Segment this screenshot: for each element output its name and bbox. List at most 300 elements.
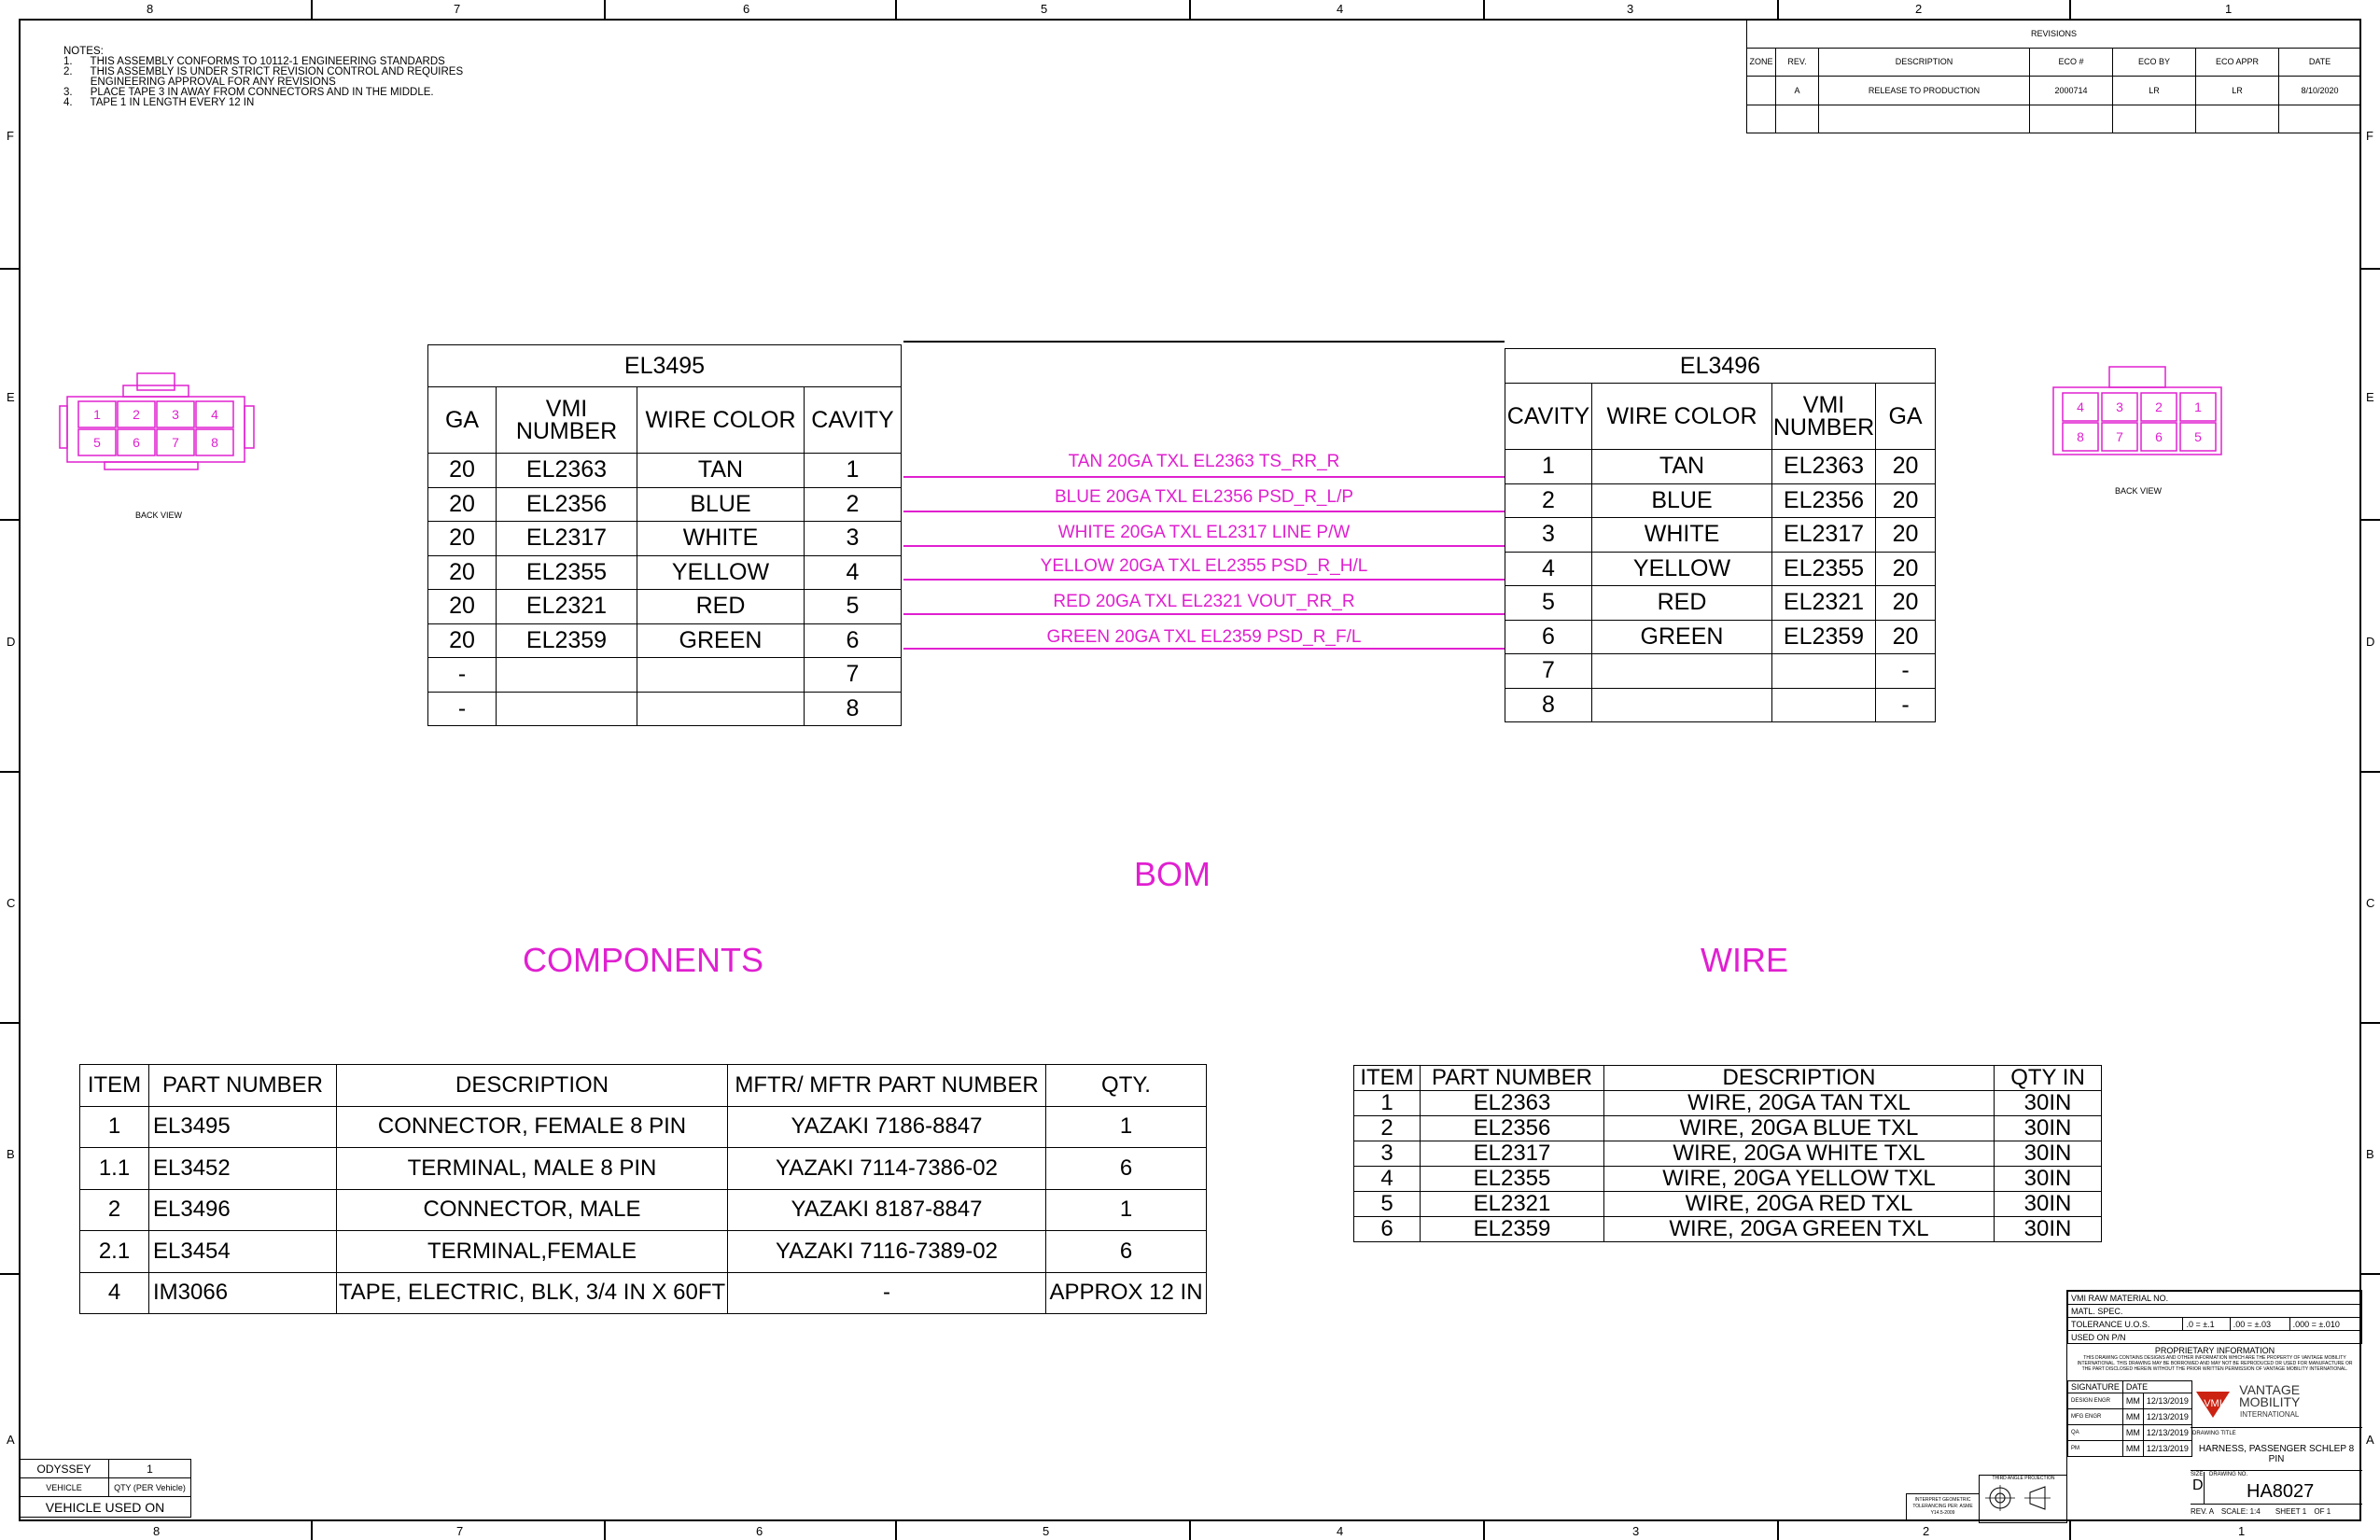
vehicle-qty: 1 <box>109 1460 191 1478</box>
zone-label: E <box>7 390 15 404</box>
table-cell: 20 <box>428 623 497 658</box>
rev-cell: LR <box>2113 77 2196 105</box>
table-cell: 1 <box>1046 1106 1207 1148</box>
table-cell: CONNECTOR, FEMALE 8 PIN <box>337 1106 728 1148</box>
zone-label: 6 <box>756 1524 763 1538</box>
zone-tick <box>1189 1521 1191 1540</box>
drawing-title-label: DRAWING TITLE <box>2192 1431 2236 1436</box>
table-cell <box>637 658 805 693</box>
raw-material-label: VMI RAW MATERIAL NO. <box>2068 1292 2362 1305</box>
table-cell: 20 <box>428 590 497 624</box>
table-row <box>1505 688 1936 722</box>
proprietary-title: PROPRIETARY INFORMATION <box>2154 1346 2275 1355</box>
zone-tick <box>1777 1521 1779 1540</box>
wire-line-6 <box>903 648 1505 650</box>
pin-label: 1 <box>2194 399 2202 414</box>
table-cell: RED <box>1592 586 1772 621</box>
rev-label: REV. <box>2191 1507 2207 1516</box>
table-cell: 20 <box>1876 586 1936 621</box>
signer-cell: 12/13/2019 <box>2143 1393 2191 1409</box>
signature-block <box>2067 1380 2189 1457</box>
table-cell: EL2355 <box>497 555 637 590</box>
table-cell: 30IN <box>1995 1192 2102 1217</box>
vehicle-used-on-block <box>19 1459 191 1518</box>
table-cell: 6 <box>1046 1148 1207 1190</box>
zone-label: 3 <box>1627 2 1634 16</box>
vehicle-label: VEHICLE <box>20 1478 109 1497</box>
table-cell: 6 <box>1354 1217 1421 1242</box>
table-row <box>428 623 902 658</box>
table-cell: 4 <box>80 1272 149 1314</box>
signer-row <box>2068 1425 2192 1441</box>
pin-label: 5 <box>2194 429 2202 444</box>
company-line: MOBILITY <box>2239 1394 2301 1409</box>
table-cell <box>1592 654 1772 689</box>
zone-label: C <box>2366 896 2375 910</box>
pin-label: 2 <box>133 407 140 422</box>
table-cell: 6 <box>1505 620 1592 654</box>
table-cell: - <box>428 692 497 726</box>
sig-header: SIGNATURE <box>2068 1381 2123 1393</box>
pin-label: 8 <box>2077 429 2084 444</box>
signer-cell: DESIGN ENGR <box>2068 1393 2123 1409</box>
table-cell: 1 <box>1046 1189 1207 1231</box>
table-cell: 1 <box>80 1106 149 1148</box>
wire-label: BLUE 20GA TXL EL2356 PSD_R_L/P <box>1054 487 1354 507</box>
connector-el3496-back-view <box>2044 359 2231 471</box>
col-header: MFTR/ MFTR PART NUMBER <box>728 1065 1046 1107</box>
table-cell: WIRE, 20GA BLUE TXL <box>1604 1116 1995 1141</box>
zone-label: 4 <box>1337 1524 1344 1538</box>
pin-label: 7 <box>172 435 179 450</box>
table-row <box>1354 1091 2102 1116</box>
tol-value: .0 = ±.1 <box>2183 1318 2230 1331</box>
table-cell: 1 <box>1505 450 1592 484</box>
pin-label: 6 <box>133 435 140 450</box>
zone-tick <box>1777 0 1779 19</box>
table-cell: TAN <box>1592 450 1772 484</box>
table-cell: EL2317 <box>1421 1141 1604 1167</box>
tolerance-label: TOLERANCE U.O.S. <box>2068 1318 2183 1331</box>
table-cell: TERMINAL, MALE 8 PIN <box>337 1148 728 1190</box>
zone-tick <box>2069 1521 2071 1540</box>
note-line: 1. THIS ASSEMBLY CONFORMS TO 10112-1 ENGINEERING STANDARDS <box>63 56 445 67</box>
zone-tick <box>604 1521 606 1540</box>
table-row <box>1505 654 1936 689</box>
table-row <box>1505 620 1936 654</box>
table-cell: BLUE <box>637 487 805 522</box>
note-line: ENGINEERING APPROVAL FOR ANY REVISIONS <box>63 77 336 88</box>
signer-cell: MM <box>2122 1393 2143 1409</box>
pin-label: 4 <box>2077 399 2084 414</box>
zone-label: 2 <box>1915 2 1923 16</box>
scale-label: SCALE: <box>2220 1507 2248 1516</box>
pin-label: 1 <box>93 407 101 422</box>
zone-tick <box>311 0 313 19</box>
table-cell: 3 <box>1505 518 1592 553</box>
zone-label: 5 <box>1041 2 1048 16</box>
pin-label: 6 <box>2155 429 2163 444</box>
zone-tick <box>2069 0 2071 19</box>
table-cell: 8 <box>805 692 902 726</box>
table-cell: EL2359 <box>497 623 637 658</box>
table-cell: YELLOW <box>637 555 805 590</box>
of-value: 1 <box>2326 1507 2331 1516</box>
components-title: COMPONENTS <box>523 941 764 979</box>
table-cell: 8 <box>1505 688 1592 722</box>
tol-value: .000 = ±.010 <box>2289 1318 2361 1331</box>
zone-tick <box>2361 1273 2380 1275</box>
table-cell <box>497 658 637 693</box>
table-cell: 5 <box>1505 586 1592 621</box>
table-cell: 3 <box>1354 1141 1421 1167</box>
projection-symbol-icon <box>1980 1481 2064 1513</box>
signer-cell: 12/13/2019 <box>2143 1425 2191 1441</box>
note-line: 4. TAPE 1 IN LENGTH EVERY 12 IN <box>63 97 255 108</box>
zone-label: 5 <box>1043 1524 1050 1538</box>
drawing-title: HARNESS, PASSENGER SCHLEP 8 PIN <box>2198 1444 2355 1464</box>
revisions-table <box>1746 19 2361 133</box>
col-header: ITEM <box>80 1065 149 1107</box>
zone-label: 1 <box>2225 2 2233 16</box>
size-value: D <box>2192 1477 2204 1493</box>
connector-el3495-back-view <box>49 369 263 481</box>
dwg-no-label: DRAWING NO. <box>2209 1472 2248 1477</box>
col-header: VMI NUMBER <box>1772 384 1876 450</box>
table-cell: YAZAKI 7116-7389-02 <box>728 1231 1046 1273</box>
signer-row <box>2068 1441 2192 1457</box>
table-row <box>1505 518 1936 553</box>
wire-label: TAN 20GA TXL EL2363 TS_RR_R <box>1068 452 1340 471</box>
rev-header: ECO APPR <box>2196 48 2279 77</box>
table-cell: EL2321 <box>497 590 637 624</box>
table-cell: WIRE, 20GA YELLOW TXL <box>1604 1167 1995 1192</box>
zone-label: D <box>2366 635 2375 649</box>
note-line: 3. PLACE TAPE 3 IN AWAY FROM CONNECTORS AND IN THE MIDDLE. <box>63 87 434 98</box>
table-cell: - <box>1876 654 1936 689</box>
rev-cell: RELEASE TO PRODUCTION <box>1819 77 2030 105</box>
table-row <box>1354 1167 2102 1192</box>
wire-line-1 <box>903 476 1505 478</box>
table-cell: 3 <box>805 522 902 556</box>
zone-label: F <box>7 129 14 143</box>
table-cell: EL2356 <box>1772 483 1876 518</box>
col-header: GA <box>1876 384 1936 450</box>
table-row <box>1354 1141 2102 1167</box>
wire-label: RED 20GA TXL EL2321 VOUT_RR_R <box>1053 592 1355 611</box>
rev-value: A <box>2208 1507 2214 1516</box>
table-cell: 2 <box>80 1189 149 1231</box>
material-spec <box>2067 1291 2362 1344</box>
zone-label: 4 <box>1337 2 1344 16</box>
table-cell: TERMINAL,FEMALE <box>337 1231 728 1273</box>
table-cell: 20 <box>1876 483 1936 518</box>
wire-label: WHITE 20GA TXL EL2317 LINE P/W <box>1057 523 1351 542</box>
drawing-number: HA8027 <box>2247 1481 2315 1502</box>
sheet-label: SHEET <box>2275 1507 2301 1516</box>
wire-line-5 <box>903 613 1505 615</box>
table-cell: RED <box>637 590 805 624</box>
table-row <box>1505 450 1936 484</box>
zone-label: E <box>2366 390 2374 404</box>
rev-header: ECO # <box>2030 48 2113 77</box>
back-view-caption: BACK VIEW <box>135 511 183 520</box>
col-header: DESCRIPTION <box>1604 1066 1995 1091</box>
table-cell: 7 <box>1505 654 1592 689</box>
note-line: 2. THIS ASSEMBLY IS UNDER STRICT REVISION CONTROL AND REQUIRES <box>63 66 464 77</box>
table-cell: WHITE <box>1592 518 1772 553</box>
table-cell: 30IN <box>1995 1141 2102 1167</box>
table-cell: 30IN <box>1995 1116 2102 1141</box>
table-row <box>1354 1192 2102 1217</box>
bom-title: BOM <box>1133 855 1211 893</box>
company-line: INTERNATIONAL <box>2239 1410 2300 1419</box>
scale-sheet-row <box>2191 1504 2362 1516</box>
signer-row <box>2068 1409 2192 1425</box>
svg-text:VMI: VMI <box>2204 1398 2222 1409</box>
rev-header: DESCRIPTION <box>1819 48 2030 77</box>
col-header: QTY. <box>1046 1065 1207 1107</box>
table-cell: TAPE, ELECTRIC, BLK, 3/4 IN X 60FT <box>337 1272 728 1314</box>
table-cell: 30IN <box>1995 1091 2102 1116</box>
pin-label: 5 <box>93 435 101 450</box>
wire-line-2 <box>903 511 1505 512</box>
company-logo <box>2191 1380 2362 1428</box>
zone-tick <box>895 0 897 19</box>
sig-header: DATE <box>2122 1381 2191 1393</box>
table-cell: EL2359 <box>1421 1217 1604 1242</box>
connector-table-el3496 <box>1505 348 1936 722</box>
interpret-tolerancing: INTERPRET GEOMETRIC TOLERANCING PER: ASME Y14.5-2009 <box>1906 1493 1979 1521</box>
table-cell: 20 <box>428 555 497 590</box>
table-row <box>80 1148 1207 1190</box>
signer-row <box>2068 1393 2192 1409</box>
wire-bom-table <box>1353 1065 2102 1242</box>
zone-label: 1 <box>2238 1524 2246 1538</box>
table-cell <box>1592 688 1772 722</box>
pin-label: 8 <box>211 435 218 450</box>
table-cell: 20 <box>1876 620 1936 654</box>
rev-header: ZONE <box>1747 48 1776 77</box>
size-label: SIZE <box>2191 1472 2204 1477</box>
table-cell: WIRE, 20GA WHITE TXL <box>1604 1141 1995 1167</box>
signer-cell: 12/13/2019 <box>2143 1441 2191 1457</box>
table-cell: EL3452 <box>149 1148 337 1190</box>
col-header: CAVITY <box>805 387 902 454</box>
wire-label: YELLOW 20GA TXL EL2355 PSD_R_H/L <box>1040 556 1368 576</box>
table-row <box>428 487 902 522</box>
zone-label: F <box>2366 129 2373 143</box>
zone-tick <box>2361 1022 2380 1024</box>
pin-label: 2 <box>2155 399 2163 414</box>
rev-header: REV. <box>1776 48 1819 77</box>
table-cell <box>1772 654 1876 689</box>
proprietary-info <box>2067 1344 2362 1374</box>
pin-label: 3 <box>2116 399 2123 414</box>
table-cell: EL3495 <box>149 1106 337 1148</box>
rev-cell: 2000714 <box>2030 77 2113 105</box>
table-row <box>1505 483 1936 518</box>
table-cell: EL2356 <box>1421 1116 1604 1141</box>
col-header: QTY IN <box>1995 1066 2102 1091</box>
third-angle-projection <box>1979 1475 2067 1523</box>
table-cell: EL2363 <box>1421 1091 1604 1116</box>
col-header: DESCRIPTION <box>337 1065 728 1107</box>
rev-cell <box>1747 77 1776 105</box>
zone-label: A <box>2366 1433 2374 1447</box>
signer-cell: MM <box>2122 1441 2143 1457</box>
table-cell: YAZAKI 7186-8847 <box>728 1106 1046 1148</box>
col-header: PART NUMBER <box>1421 1066 1604 1091</box>
used-on-label: USED ON P/N <box>2068 1331 2362 1344</box>
table-row <box>428 658 902 693</box>
connector-table-el3495 <box>427 344 902 726</box>
table-cell: 7 <box>805 658 902 693</box>
table-cell: - <box>428 658 497 693</box>
projection-label: THIRD ANGLE PROJECTION <box>1992 1476 2055 1481</box>
table-cell: EL3496 <box>149 1189 337 1231</box>
table-cell: 2.1 <box>80 1231 149 1273</box>
vmi-logo-icon <box>2194 1388 2232 1420</box>
zone-label: D <box>7 635 16 649</box>
table-cell: 6 <box>1046 1231 1207 1273</box>
table-cell: 1 <box>805 454 902 488</box>
pin-label: 3 <box>172 407 179 422</box>
table-cell: - <box>1876 688 1936 722</box>
wire-line-4 <box>903 579 1505 581</box>
table-cell: WHITE <box>637 522 805 556</box>
rev-header: DATE <box>2279 48 2361 77</box>
table-cell: EL2321 <box>1421 1192 1604 1217</box>
proprietary-text: THIS DRAWING CONTAINS DESIGNS AND OTHER INFORMATION WHICH ARE THE PROPERTY OF VANTAGE MOBILITY INTERNATIONAL. THIS DRAWING MAY BE BORROWED AND MAY NOT BE REPRODUCED OR USED FOR MANUFACTURE OR THE PART DISCLOSED HEREIN WITHOUT THE PRIOR WRITTEN PERMISSION OF VANTAGE MOBILITY INTERNATIONAL. <box>2077 1355 2353 1372</box>
zone-label: B <box>2366 1147 2374 1161</box>
company-line: VANTAGE <box>2239 1382 2301 1397</box>
zone-label: A <box>7 1433 15 1447</box>
table-cell: TAN <box>637 454 805 488</box>
connector-title: EL3496 <box>1505 349 1936 384</box>
zone-tick <box>0 519 19 521</box>
zone-tick <box>2361 771 2380 773</box>
table-cell: 1.1 <box>80 1148 149 1190</box>
zone-label: 8 <box>147 2 154 16</box>
wire-label: GREEN 20GA TXL EL2359 PSD_R_F/L <box>1046 627 1362 647</box>
table-cell: CONNECTOR, MALE <box>337 1189 728 1231</box>
zone-tick <box>2361 519 2380 521</box>
table-cell <box>1772 688 1876 722</box>
zone-tick <box>1483 1521 1485 1540</box>
signer-cell: 12/13/2019 <box>2143 1409 2191 1425</box>
zone-tick <box>0 268 19 270</box>
col-header: CAVITY <box>1505 384 1592 450</box>
rev-cell: LR <box>2196 77 2279 105</box>
qty-label: QTY (PER Vehicle) <box>109 1478 191 1497</box>
table-cell: 6 <box>805 623 902 658</box>
table-cell: 2 <box>805 487 902 522</box>
table-cell: EL3454 <box>149 1231 337 1273</box>
table-row <box>1354 1116 2102 1141</box>
table-cell <box>637 692 805 726</box>
table-cell: GREEN <box>637 623 805 658</box>
back-view-caption: BACK VIEW <box>2115 486 2163 496</box>
of-label: OF <box>2314 1507 2325 1516</box>
zone-label: B <box>7 1147 15 1161</box>
drawing-number-box <box>2191 1472 2362 1522</box>
wire-line-3 <box>903 545 1505 547</box>
vehicle-used-on: VEHICLE USED ON <box>20 1497 191 1518</box>
table-cell: EL2359 <box>1772 620 1876 654</box>
table-cell: 20 <box>428 487 497 522</box>
table-row <box>1505 586 1936 621</box>
rev-cell: 8/10/2020 <box>2279 77 2361 105</box>
vehicle-name: ODYSSEY <box>20 1460 109 1478</box>
table-row <box>428 522 902 556</box>
title-block <box>2066 1290 2362 1522</box>
table-row <box>80 1106 1207 1148</box>
rev-cell: A <box>1776 77 1819 105</box>
table-cell: EL2321 <box>1772 586 1876 621</box>
table-cell: 5 <box>805 590 902 624</box>
col-header: WIRE COLOR <box>1592 384 1772 450</box>
table-cell: 1 <box>1354 1091 1421 1116</box>
signer-cell: MFG ENGR <box>2068 1409 2123 1425</box>
table-cell: YAZAKI 8187-8847 <box>728 1189 1046 1231</box>
zone-label: C <box>7 896 16 910</box>
table-cell: WIRE, 20GA RED TXL <box>1604 1192 1995 1217</box>
col-header: WIRE COLOR <box>637 387 805 454</box>
table-cell: WIRE, 20GA GREEN TXL <box>1604 1217 1995 1242</box>
table-cell: EL2355 <box>1772 552 1876 586</box>
table-cell: APPROX 12 IN <box>1046 1272 1207 1314</box>
zone-tick <box>1189 0 1191 19</box>
table-row <box>80 1231 1207 1273</box>
table-cell: 2 <box>1505 483 1592 518</box>
table-row <box>1354 1217 2102 1242</box>
table-row <box>80 1272 1207 1314</box>
revisions-title: REVISIONS <box>1747 20 2361 49</box>
table-cell: BLUE <box>1592 483 1772 518</box>
zone-label: 7 <box>454 2 461 16</box>
zone-label: 7 <box>456 1524 464 1538</box>
table-row <box>428 454 902 488</box>
table-cell: EL2363 <box>1772 450 1876 484</box>
zone-tick <box>0 771 19 773</box>
table-cell: 30IN <box>1995 1167 2102 1192</box>
table-cell: 4 <box>1505 552 1592 586</box>
table-cell: 20 <box>1876 450 1936 484</box>
table-cell <box>497 692 637 726</box>
zone-tick <box>1483 0 1485 19</box>
table-cell: 20 <box>1876 552 1936 586</box>
signer-cell: MM <box>2122 1425 2143 1441</box>
table-cell: 20 <box>1876 518 1936 553</box>
table-cell: 30IN <box>1995 1217 2102 1242</box>
zone-label: 3 <box>1632 1524 1640 1538</box>
table-cell: 20 <box>428 522 497 556</box>
harness-outline <box>903 341 1505 343</box>
notes-title: NOTES: <box>63 46 104 57</box>
table-cell: - <box>728 1272 1046 1314</box>
zone-label: 2 <box>1923 1524 1930 1538</box>
table-cell: 4 <box>805 555 902 590</box>
zone-tick <box>311 1521 313 1540</box>
table-cell: 4 <box>1354 1167 1421 1192</box>
pin-label: 4 <box>211 407 218 422</box>
table-cell: EL2355 <box>1421 1167 1604 1192</box>
notes <box>63 47 463 108</box>
components-bom-table <box>79 1064 1207 1314</box>
table-row <box>1505 552 1936 586</box>
table-cell: EL2363 <box>497 454 637 488</box>
